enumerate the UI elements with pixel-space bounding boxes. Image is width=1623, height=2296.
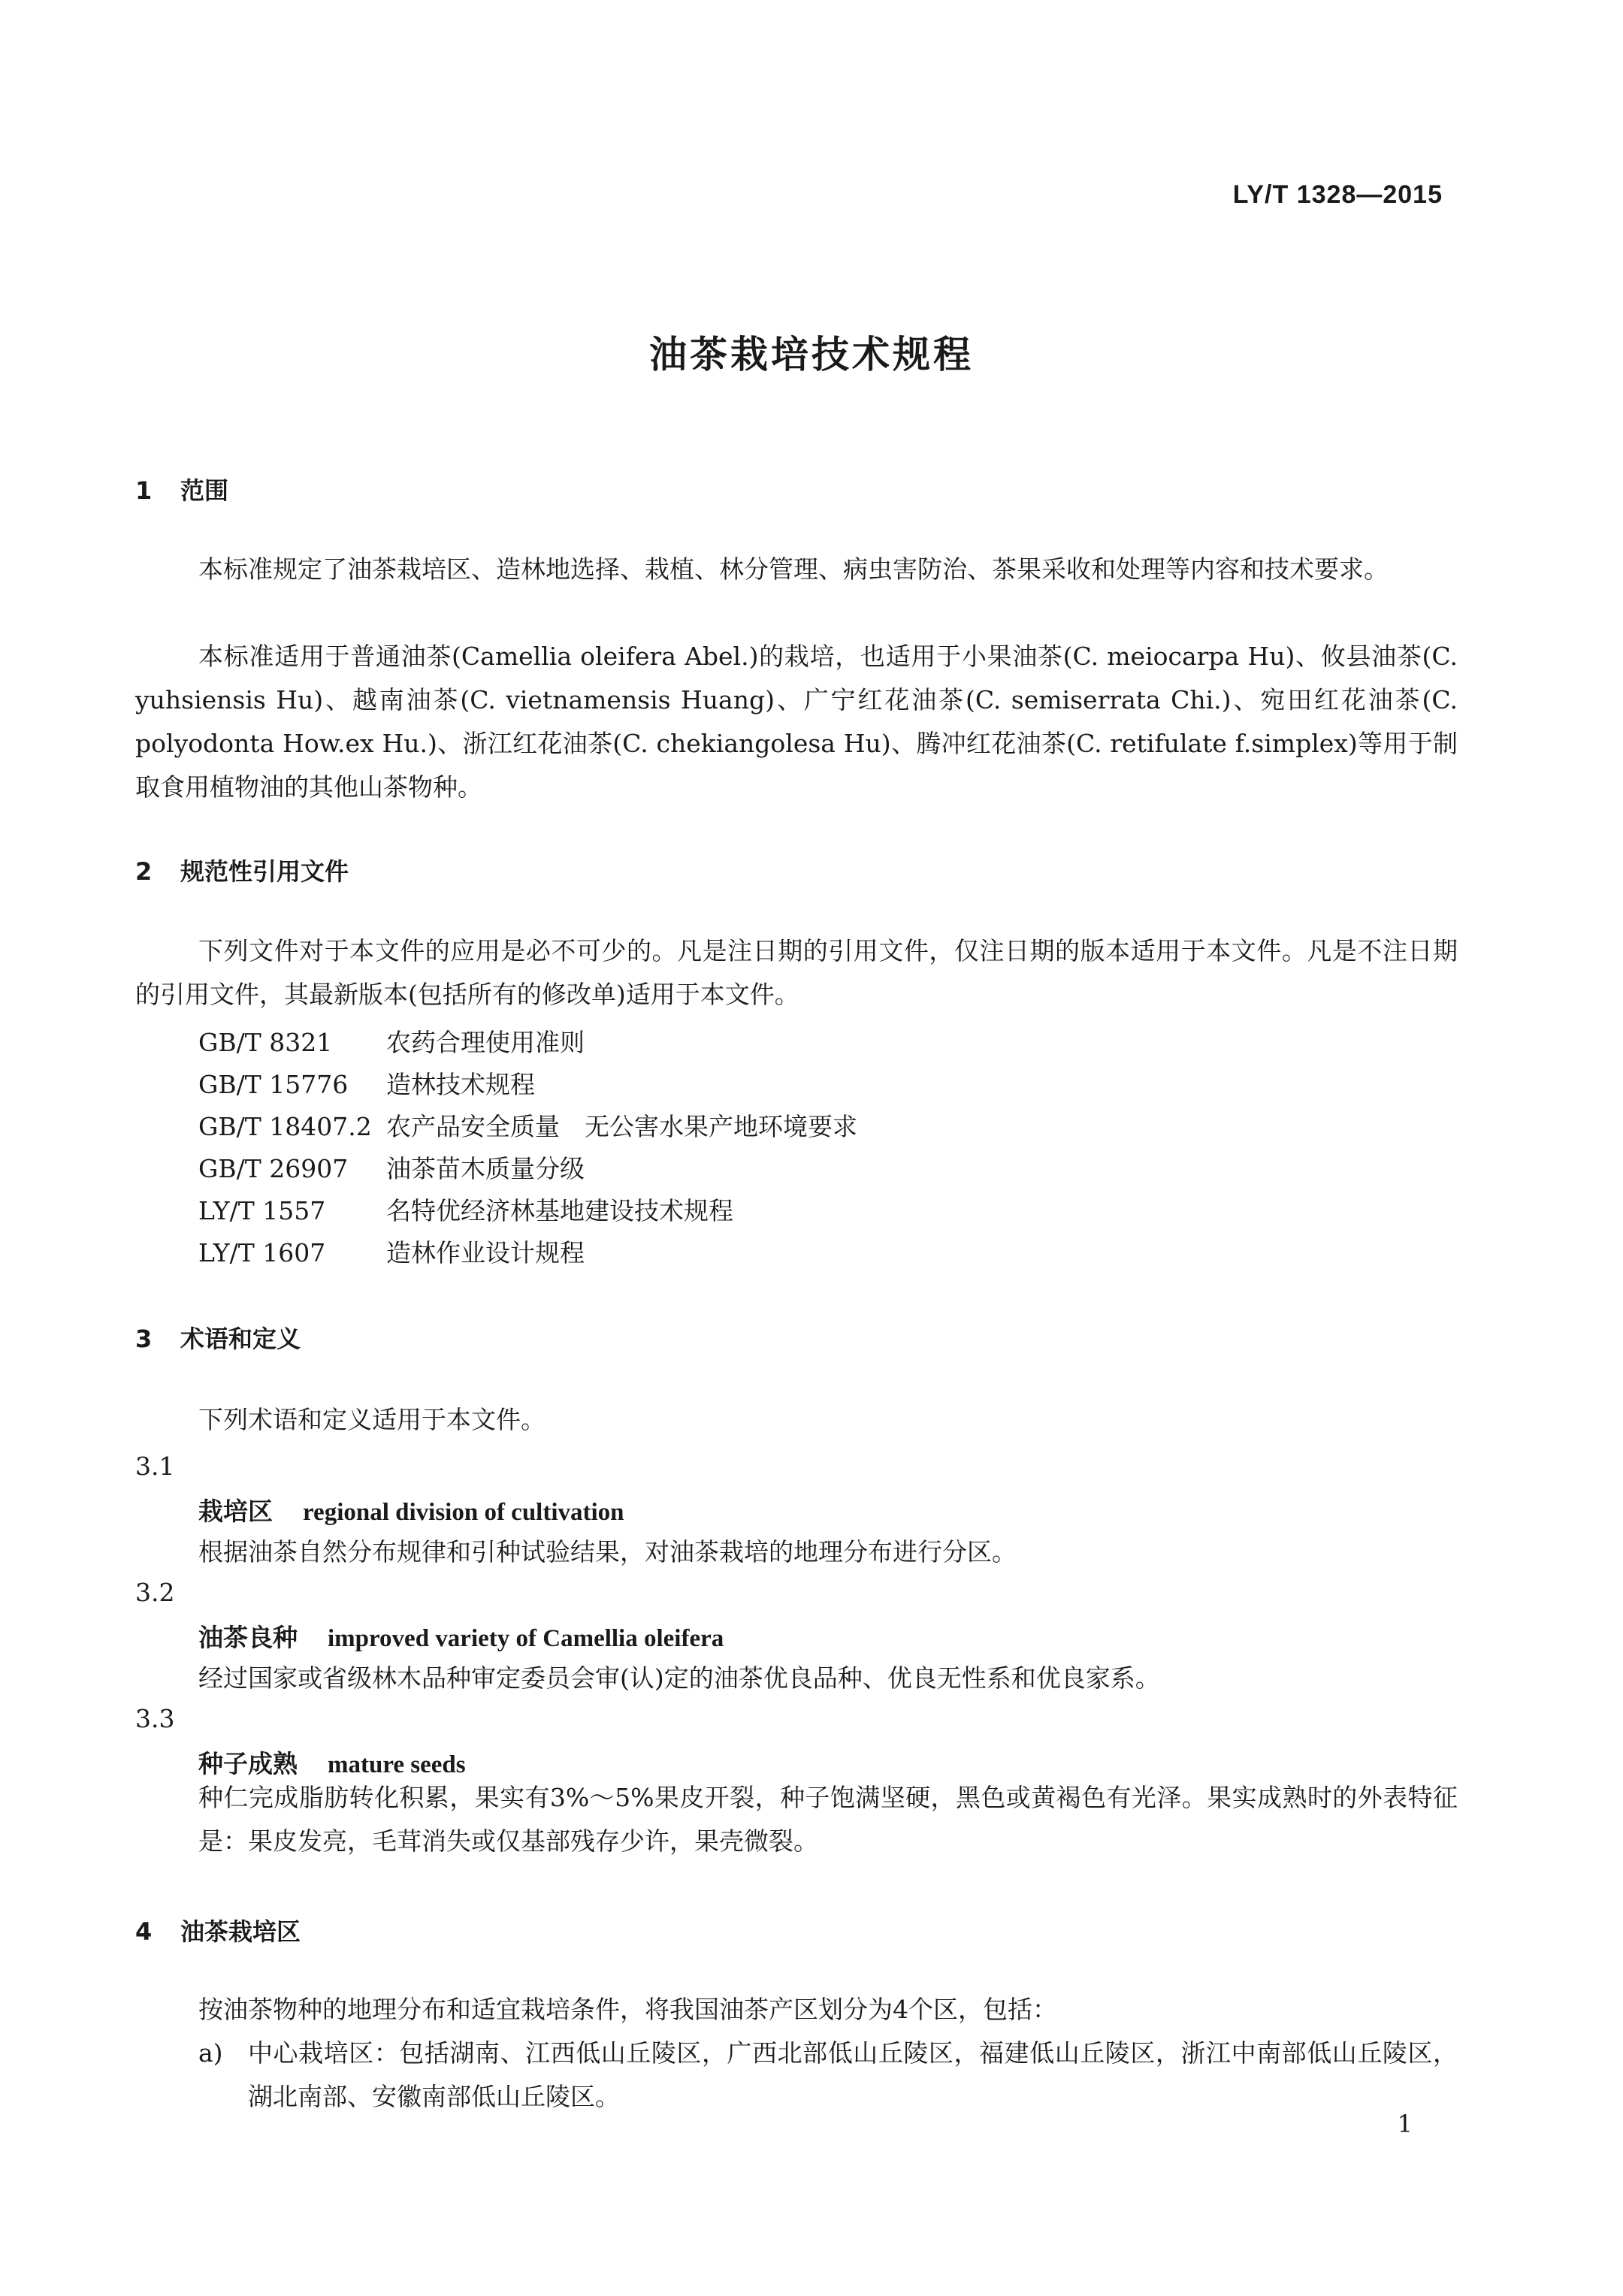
- page-number: 1: [1397, 2110, 1413, 2138]
- term-heading: [198, 1745, 466, 1780]
- section-number: 2: [135, 857, 153, 886]
- reference-code: GB/T 8321: [198, 1028, 333, 1057]
- reference-code: LY/T 1607: [198, 1238, 326, 1267]
- term-heading: [198, 1492, 624, 1527]
- reference-title: 油茶苗木质量分级: [386, 1154, 585, 1183]
- reference-title: 造林作业设计规程: [386, 1238, 585, 1267]
- section-number: 1: [135, 476, 153, 505]
- section-title: 规范性引用文件: [180, 857, 349, 886]
- reference-title: 名特优经济林基地建设技术规程: [386, 1196, 733, 1225]
- reference-title: 农产品安全质量 无公害水果产地环境要求: [386, 1112, 857, 1141]
- reference-code: GB/T 15776: [198, 1070, 349, 1099]
- reference-item: [198, 1234, 585, 1269]
- term-definition: 种仁完成脂肪转化积累，果实有3%～5%果皮开裂，种子饱满坚硬，黑色或黄褐色有光泽。果实成熟时的外表特征是：果皮发亮，毛茸消失或仅基部残存少许，果壳微裂。: [198, 1783, 1458, 1856]
- reference-code: GB/T 18407.2: [198, 1112, 372, 1141]
- term-english: improved variety of Camellia oleifera: [328, 1625, 724, 1652]
- section-2-heading: [135, 853, 349, 887]
- section-4-heading: [135, 1913, 301, 1947]
- section-title: 术语和定义: [180, 1325, 301, 1353]
- reference-title: 造林技术规程: [386, 1070, 535, 1099]
- reference-item: [198, 1150, 585, 1185]
- section-1-paragraph-1: 本标准规定了油茶栽培区、造林地选择、栽植、林分管理、病虫害防治、茶果采收和处理等内容和技术要求。: [198, 554, 1389, 584]
- term-definition: 经过国家或省级林木品种审定委员会审(认)定的油茶优良品种、优良无性系和优良家系。: [198, 1663, 1160, 1693]
- section-number: 3: [135, 1325, 153, 1353]
- term-number: 3.3: [135, 1704, 175, 1733]
- term-number: 3.1: [135, 1452, 175, 1481]
- section-1-heading: [135, 472, 228, 506]
- term-definition: 根据油茶自然分布规律和引种试验结果，对油茶栽培的地理分布进行分区。: [198, 1537, 1017, 1566]
- reference-item: [198, 1192, 733, 1227]
- section-2-paragraph-1: 下列文件对于本文件的应用是必不可少的。凡是注日期的引用文件，仅注日期的版本适用于本文件。凡是不注日期的引用文件，其最新版本(包括所有的修改单)适用于本文件。: [135, 936, 1458, 1009]
- reference-item: [198, 1023, 585, 1059]
- section-1-paragraph-2: 本标准适用于普通油茶(Camellia oleifera Abel.)的栽培，也适用于小果油茶(C. meiocarpa Hu)、攸县油茶(C. yuhsiensis Hu)、越南油茶(C. vietnamensis Huang)、广宁红花油茶(C. semiserrata Chi.)、宛田红花油茶(C. polyodonta How.ex Hu.)、浙江红花油茶(C. chekiangolesa Hu)、腾冲红花油茶(C. retifulate f.simplex)等用于制取食用植物油的其他山茶物种。: [135, 642, 1458, 802]
- reference-item: [198, 1065, 535, 1101]
- reference-title: 农药合理使用准则: [386, 1028, 585, 1057]
- term-heading: [198, 1618, 724, 1654]
- section-3-heading: [135, 1320, 301, 1355]
- reference-item: [198, 1107, 857, 1143]
- standard-number: LY/T 1328—2015: [1232, 180, 1443, 209]
- reference-code: GB/T 26907: [198, 1154, 349, 1183]
- list-marker: a): [198, 2038, 223, 2068]
- term-english: mature seeds: [328, 1751, 466, 1778]
- term-english: regional division of cultivation: [303, 1499, 624, 1526]
- section-title: 油茶栽培区: [180, 1917, 301, 1946]
- term-chinese: 栽培区: [198, 1497, 273, 1526]
- section-number: 4: [135, 1917, 153, 1946]
- term-chinese: 种子成熟: [198, 1749, 298, 1778]
- section-title: 范围: [180, 476, 229, 505]
- section-3-paragraph-1: 下列术语和定义适用于本文件。: [198, 1405, 546, 1434]
- term-number: 3.2: [135, 1578, 175, 1607]
- list-text: 中心栽培区：包括湖南、江西低山丘陵区，广西北部低山丘陵区，福建低山丘陵区，浙江中南部低山丘陵区，湖北南部、安徽南部低山丘陵区。: [248, 2038, 1458, 2111]
- reference-code: LY/T 1557: [198, 1196, 326, 1225]
- term-chinese: 油茶良种: [198, 1623, 298, 1652]
- document-title: 油茶栽培技术规程: [649, 333, 974, 376]
- section-4-paragraph-1: 按油茶物种的地理分布和适宜栽培条件，将我国油茶产区划分为4个区，包括：: [198, 1995, 1057, 2024]
